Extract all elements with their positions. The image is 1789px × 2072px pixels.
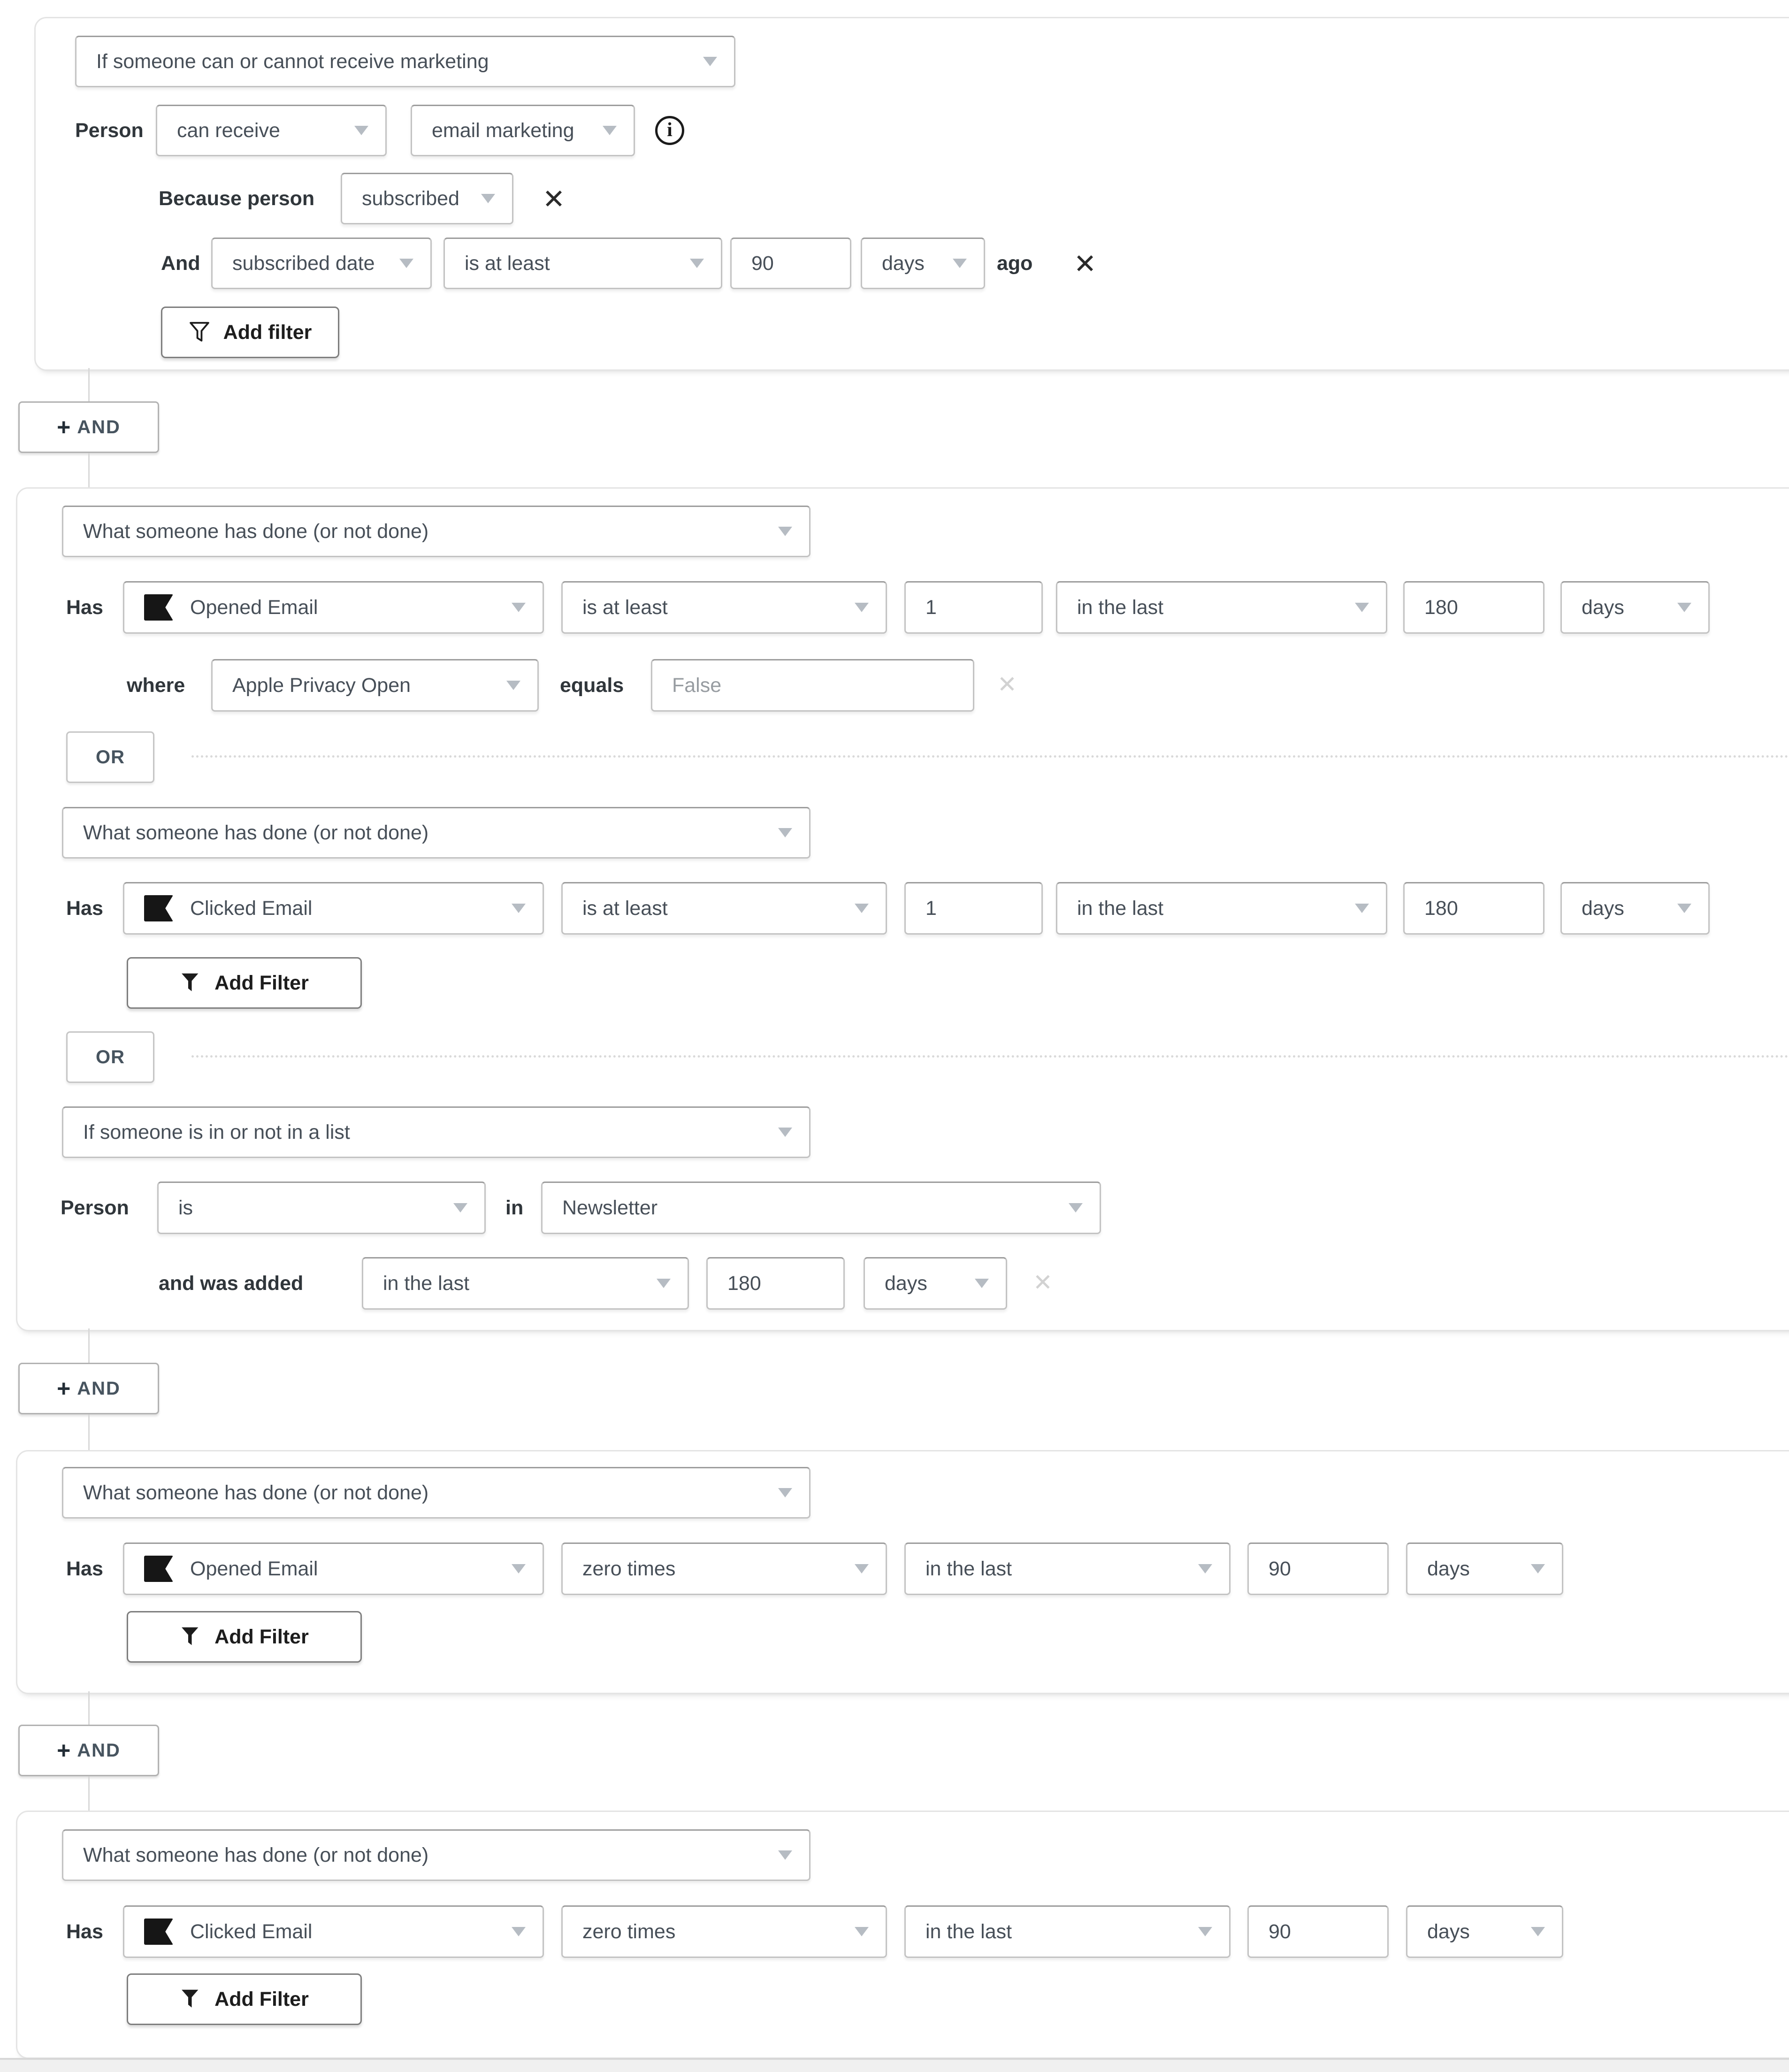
add-filter-label: Add filter	[223, 321, 312, 344]
chevron-down-icon	[953, 259, 967, 268]
range-unit-select[interactable]	[1560, 882, 1710, 935]
chevron-down-icon	[453, 1203, 467, 1213]
consent-operator-value: can receive	[177, 119, 280, 142]
funnel-icon	[189, 321, 210, 344]
condition-type-value: What someone has done (or not done)	[83, 1481, 429, 1504]
chevron-down-icon	[512, 1564, 526, 1573]
condition-type-select-2[interactable]	[62, 506, 810, 557]
klaviyo-flag-icon	[144, 1556, 173, 1582]
klaviyo-flag-icon	[144, 895, 173, 921]
added-range-select[interactable]	[362, 1257, 689, 1310]
chevron-down-icon	[778, 828, 792, 837]
plus-icon: +	[57, 1737, 71, 1764]
added-unit-value: days	[885, 1272, 927, 1295]
chevron-down-icon	[1198, 1927, 1212, 1936]
where-property-select[interactable]	[211, 659, 539, 712]
chevron-down-icon	[1355, 603, 1369, 612]
condition-type-value: What someone has done (or not done)	[83, 1843, 429, 1866]
range-select[interactable]	[1056, 581, 1387, 634]
added-unit-select[interactable]	[864, 1257, 1007, 1310]
count-operator-select[interactable]	[561, 882, 887, 935]
and-label: And	[161, 252, 200, 275]
event-value: Opened Email	[190, 1557, 318, 1580]
equals-label: equals	[560, 674, 624, 697]
close-icon[interactable]	[993, 670, 1021, 698]
range-value-text: 90	[1269, 1920, 1291, 1943]
add-filter-button[interactable]	[127, 1973, 362, 2025]
range-value: in the last	[1077, 897, 1164, 920]
connector-line	[88, 1691, 90, 1725]
chevron-down-icon	[1531, 1927, 1545, 1936]
chevron-down-icon	[506, 681, 520, 690]
add-filter-label: Add Filter	[214, 1988, 309, 2011]
condition-type-select-1[interactable]	[75, 36, 735, 87]
range-select[interactable]	[904, 1905, 1231, 1958]
add-and-condition-button[interactable]	[18, 1725, 159, 1776]
range-value-input[interactable]	[1403, 882, 1544, 935]
klaviyo-flag-icon	[144, 1919, 173, 1945]
range-select[interactable]	[904, 1542, 1231, 1595]
count-operator-value: zero times	[582, 1920, 676, 1943]
because-reason-select[interactable]	[341, 173, 513, 224]
connector-line	[88, 1776, 90, 1811]
range-value-input[interactable]	[1403, 581, 1544, 634]
chevron-down-icon	[975, 1279, 989, 1288]
range-value-text: 90	[1269, 1557, 1291, 1580]
in-label: in	[505, 1196, 524, 1219]
ago-label: ago	[997, 252, 1033, 275]
condition-type-select-4[interactable]	[62, 1106, 810, 1158]
or-connector-label: OR	[96, 746, 125, 767]
range-value-input[interactable]	[1247, 1542, 1389, 1595]
range-value: in the last	[1077, 596, 1164, 619]
klaviyo-flag-icon	[144, 594, 173, 621]
funnel-icon	[180, 1988, 201, 2011]
connector-line	[88, 453, 90, 487]
where-value-text: False	[672, 674, 722, 697]
event-select[interactable]	[123, 581, 544, 634]
or-connector-badge	[66, 1031, 154, 1083]
chevron-down-icon	[703, 57, 717, 66]
added-range-value: in the last	[383, 1272, 470, 1295]
chevron-down-icon	[1531, 1564, 1545, 1573]
condition-type-select-5[interactable]	[62, 1467, 810, 1519]
has-label: Has	[66, 596, 103, 619]
where-property-value: Apple Privacy Open	[232, 674, 411, 697]
chevron-down-icon	[855, 904, 869, 913]
count-operator-value: is at least	[582, 596, 668, 619]
unit-select[interactable]	[861, 238, 985, 289]
value-text: 90	[751, 252, 774, 275]
add-filter-label: Add Filter	[214, 1625, 309, 1648]
or-connector-badge	[66, 731, 154, 783]
chevron-down-icon	[778, 1850, 792, 1860]
range-unit-value: days	[1427, 1557, 1470, 1580]
chevron-down-icon	[1198, 1564, 1212, 1573]
where-label: where	[127, 674, 185, 697]
add-and-condition-button[interactable]	[18, 1363, 159, 1414]
chevron-down-icon	[512, 1927, 526, 1936]
count-operator-value: is at least	[582, 897, 668, 920]
plus-icon: +	[57, 1375, 71, 1402]
add-filter-button[interactable]	[161, 307, 339, 358]
event-value: Opened Email	[190, 596, 318, 619]
range-value: in the last	[925, 1557, 1012, 1580]
range-select[interactable]	[1056, 882, 1387, 935]
close-icon[interactable]	[1029, 1268, 1057, 1297]
add-and-condition-button[interactable]	[18, 401, 159, 453]
connector-line	[88, 1328, 90, 1363]
membership-operator-select[interactable]	[157, 1182, 486, 1234]
range-value-text: 180	[1424, 897, 1458, 920]
event-value: Clicked Email	[190, 1920, 313, 1943]
chevron-down-icon	[690, 259, 704, 268]
funnel-icon	[180, 972, 201, 994]
property-value: subscribed date	[232, 252, 375, 275]
count-text: 1	[925, 596, 937, 619]
and-connector-label: AND	[77, 1378, 121, 1399]
count-input[interactable]	[904, 581, 1043, 634]
unit-value: days	[882, 252, 925, 275]
chevron-down-icon	[481, 194, 495, 203]
range-value-text: 180	[1424, 596, 1458, 619]
range-unit-select[interactable]	[1406, 1905, 1563, 1958]
chevron-down-icon	[778, 1488, 792, 1497]
count-operator-select[interactable]	[561, 1905, 887, 1958]
chevron-down-icon	[778, 527, 792, 536]
range-value-input[interactable]	[1247, 1905, 1389, 1958]
range-unit-select[interactable]	[1560, 581, 1710, 634]
event-select[interactable]	[123, 882, 544, 935]
count-text: 1	[925, 897, 937, 920]
condition-type-value: If someone is in or not in a list	[83, 1120, 350, 1143]
chevron-down-icon	[1677, 904, 1691, 913]
chevron-down-icon	[778, 1128, 792, 1137]
added-value-input[interactable]	[706, 1257, 845, 1310]
close-icon[interactable]	[538, 184, 570, 214]
chevron-down-icon	[603, 126, 617, 135]
or-divider-line	[191, 1055, 1789, 1058]
or-connector-label: OR	[96, 1046, 125, 1067]
has-label: Has	[66, 1557, 103, 1580]
person-label: Person	[75, 119, 144, 142]
chevron-down-icon	[1677, 603, 1691, 612]
count-operator-value: zero times	[582, 1557, 676, 1580]
condition-type-select-3[interactable]	[62, 807, 810, 859]
count-input[interactable]	[904, 882, 1043, 935]
has-label: Has	[66, 897, 103, 920]
consent-channel-value: email marketing	[432, 119, 574, 142]
and-connector-label: AND	[77, 1740, 121, 1761]
was-added-label: and was added	[159, 1272, 304, 1295]
condition-type-value: If someone can or cannot receive marketing	[96, 50, 489, 73]
operator-value: is at least	[465, 252, 550, 275]
add-filter-label: Add Filter	[214, 971, 309, 994]
range-unit-value: days	[1427, 1920, 1470, 1943]
range-unit-value: days	[1582, 596, 1624, 619]
condition-type-value: What someone has done (or not done)	[83, 520, 429, 543]
chevron-down-icon	[657, 1279, 671, 1288]
membership-operator-value: is	[178, 1196, 193, 1219]
chevron-down-icon	[1069, 1203, 1083, 1213]
chevron-down-icon	[855, 1927, 869, 1936]
consent-operator-select[interactable]	[156, 105, 387, 156]
chevron-down-icon	[512, 603, 526, 612]
condition-type-select-6[interactable]	[62, 1829, 810, 1881]
person-label: Person	[61, 1196, 129, 1219]
count-operator-select[interactable]	[561, 581, 887, 634]
added-value-text: 180	[727, 1272, 761, 1295]
property-select[interactable]	[211, 238, 432, 289]
chevron-down-icon	[512, 904, 526, 913]
event-value: Clicked Email	[190, 897, 313, 920]
info-icon[interactable]	[655, 116, 684, 145]
consent-channel-select[interactable]	[411, 105, 635, 156]
range-unit-select[interactable]	[1406, 1542, 1563, 1595]
event-select[interactable]	[123, 1905, 544, 1958]
because-reason-value: subscribed	[362, 187, 459, 210]
add-filter-button[interactable]	[127, 957, 362, 1009]
range-value: in the last	[925, 1920, 1012, 1943]
condition-type-value: What someone has done (or not done)	[83, 821, 429, 844]
chevron-down-icon	[855, 1564, 869, 1573]
chevron-down-icon	[399, 259, 413, 268]
connector-line	[88, 368, 90, 401]
operator-select[interactable]	[443, 238, 722, 289]
funnel-icon	[180, 1626, 201, 1648]
list-value: Newsletter	[562, 1196, 658, 1219]
close-icon[interactable]	[1069, 249, 1101, 279]
and-connector-label: AND	[77, 416, 121, 437]
where-value-input[interactable]	[651, 659, 974, 712]
count-operator-select[interactable]	[561, 1542, 887, 1595]
add-filter-button[interactable]	[127, 1611, 362, 1663]
event-select[interactable]	[123, 1542, 544, 1595]
list-select[interactable]	[541, 1182, 1101, 1234]
because-person-label: Because person	[159, 187, 315, 210]
connector-line	[88, 1414, 90, 1450]
has-label: Has	[66, 1920, 103, 1943]
range-unit-value: days	[1582, 897, 1624, 920]
chevron-down-icon	[1355, 904, 1369, 913]
chevron-down-icon	[354, 126, 368, 135]
chevron-down-icon	[855, 603, 869, 612]
or-divider-line	[191, 755, 1789, 758]
value-input[interactable]	[730, 238, 851, 289]
plus-icon: +	[57, 414, 71, 440]
